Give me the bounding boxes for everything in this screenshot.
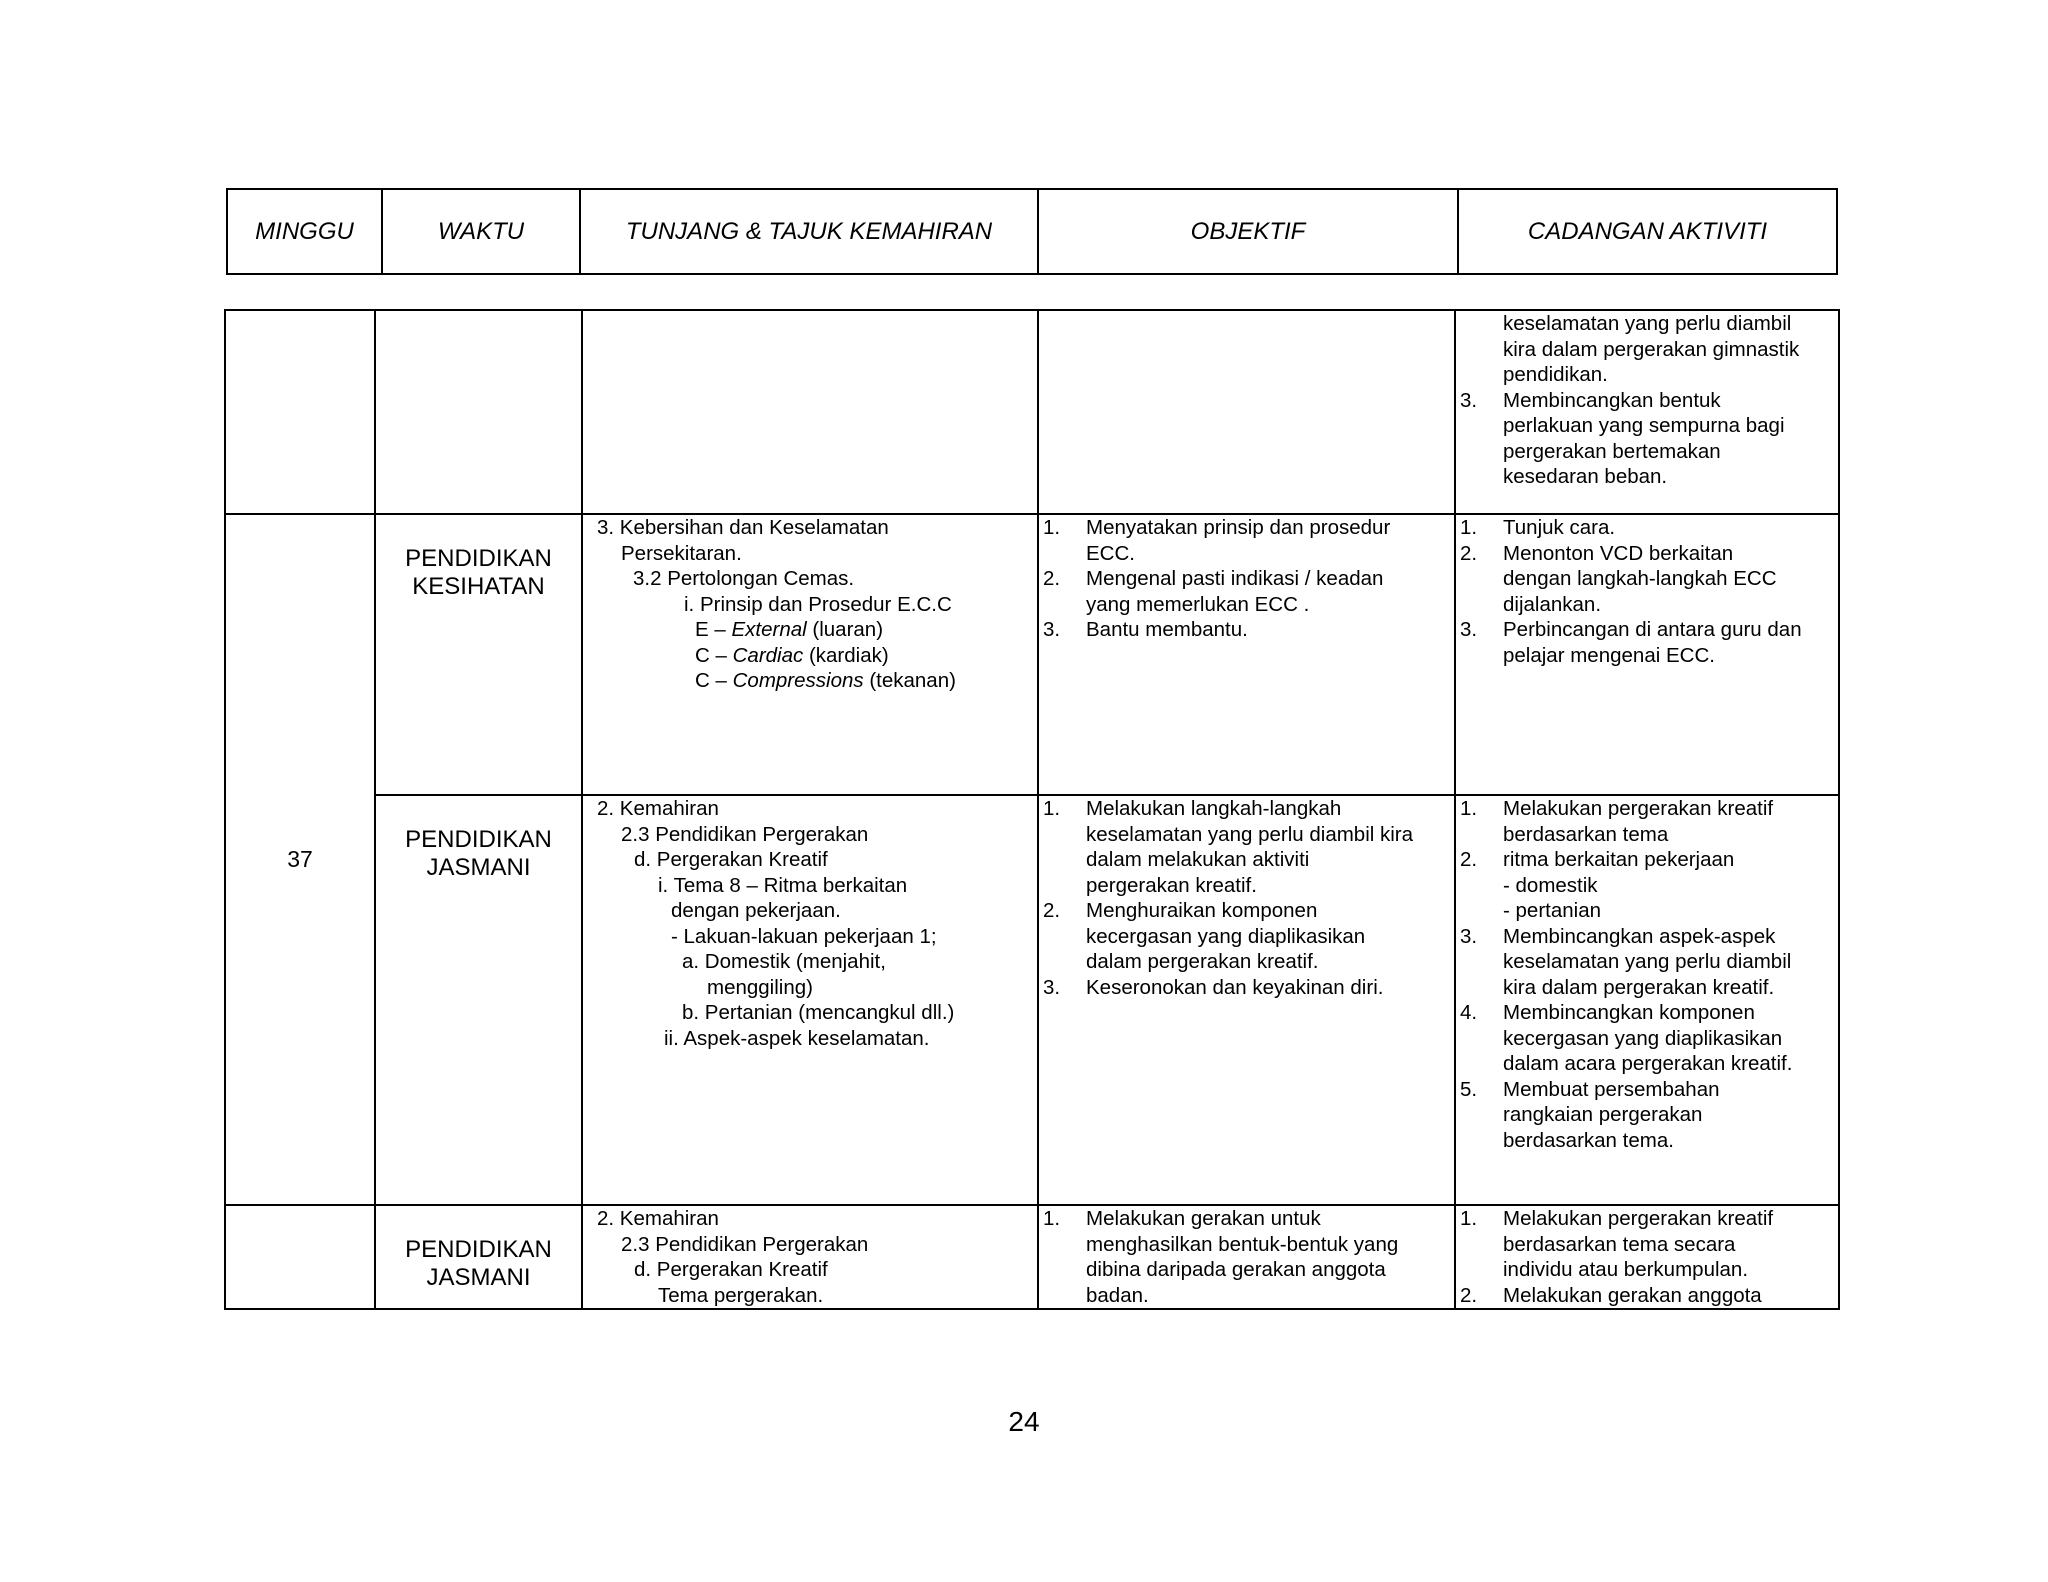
header-tunjang: TUNJANG & TAJUK KEMAHIRAN [580,189,1038,274]
list-line: Menghuraikan komponen [1086,899,1318,922]
tunjang-line: - Lakuan-lakuan pekerjaan 1; [671,924,937,948]
tunjang-line: 3.2 Pertolongan Cemas. [633,567,855,590]
objektif-cell [1038,310,1455,514]
list-line: berdasarkan tema [1503,822,1669,846]
objektif-list [1039,515,1454,643]
header-objektif: OBJEKTIF [1038,189,1458,274]
tunjang-line: 2. Kemahiran [597,797,719,820]
list-line: badan. [1086,1283,1149,1307]
list-line: Menyatakan prinsip dan prosedur [1086,516,1391,539]
list-line: Melakukan gerakan untuk [1086,1207,1321,1230]
list-number: 1. [1460,1207,1478,1230]
list-item [1456,1206,1838,1283]
table-row [225,310,1839,514]
tunjang-cell [582,1205,1038,1309]
tunjang-line: 2. Kemahiran [597,1207,719,1230]
tunjang-line: Tema pergerakan. [658,1283,824,1307]
tunjang-line: E – External (luaran) [695,618,884,641]
list-number: 1. [1460,797,1478,820]
aktiviti-cell [1455,310,1839,514]
list-number: 5. [1460,1077,1478,1101]
list-item [1456,311,1838,388]
tunjang-line: d. Pergerakan Kreatif [634,1258,828,1281]
waktu-label: JASMANI [426,1264,531,1291]
list-line: dibina daripada gerakan anggota [1086,1258,1386,1281]
tunjang-line: d. Pergerakan Kreatif [634,848,828,871]
list-item [1456,847,1838,924]
tunjang-line: i. Prinsip dan Prosedur E.C.C [684,592,952,616]
list-number: 2. [1043,899,1061,922]
list-line: kira dalam pergerakan gimnastik [1503,337,1800,361]
list-item [1456,1077,1838,1154]
list-line: berdasarkan tema secara [1503,1232,1736,1256]
list-line: Tunjuk cara. [1503,516,1616,539]
objektif-cell [1038,514,1455,795]
list-item [1039,796,1454,898]
waktu-cell [375,1205,582,1309]
list-line: pelajar mengenai ECC. [1503,643,1715,667]
list-line: Melakukan langkah-langkah [1086,797,1342,820]
tunjang-cell [582,514,1038,795]
tunjang-line: C – Cardiac (kardiak) [695,643,889,667]
aktiviti-cell [1455,795,1839,1205]
tunjang-line: menggiling) [707,975,813,999]
tunjang-line: 2.3 Pendidikan Pergerakan [621,1232,869,1256]
list-line: pergerakan bertemakan [1503,439,1721,463]
list-line: Keseronokan dan keyakinan diri. [1086,975,1384,999]
list-number: 3. [1460,388,1478,412]
list-item [1039,515,1454,566]
list-number: 2. [1460,541,1478,565]
list-line: Membincangkan komponen [1503,1001,1755,1024]
table-row [225,514,1839,795]
waktu-label: KESIHATAN [412,573,545,600]
list-line: dijalankan. [1503,592,1602,616]
list-number: 1. [1043,516,1061,539]
tunjang-line: dengan pekerjaan. [671,899,841,922]
tunjang-cell [582,310,1038,514]
list-line: dengan langkah-langkah ECC [1503,567,1777,590]
header-waktu: WAKTU [382,189,580,274]
waktu-cell [375,514,582,795]
week-number: 37 [225,514,375,1205]
list-line: dalam melakukan aktiviti [1086,848,1310,871]
list-item [1456,617,1838,668]
list-line: perlakuan yang sempurna bagi [1503,414,1785,437]
objektif-cell [1038,1205,1455,1309]
list-item [1039,617,1454,643]
minggu-cell [225,310,375,514]
list-number: 2. [1043,567,1061,590]
list-number: 3. [1043,975,1061,999]
list-line: Mengenal pasti indikasi / keadan [1086,567,1384,590]
list-line: - domestik [1503,873,1598,897]
list-line: Perbincangan di antara guru dan [1503,618,1802,641]
list-item [1039,975,1454,1001]
waktu-label: PENDIDIKAN [405,545,552,572]
list-item [1039,898,1454,975]
minggu-cell [225,1205,375,1309]
list-number: 3. [1460,618,1478,641]
list-line: individu atau berkumpulan. [1503,1258,1749,1281]
list-line: dalam acara pergerakan kreatif. [1503,1052,1793,1075]
aktiviti-list [1456,1206,1838,1308]
list-line: keselamatan yang perlu diambil [1503,312,1792,335]
tunjang-line: ii. Aspek-aspek keselamatan. [664,1026,930,1050]
list-line: menghasilkan bentuk-bentuk yang [1086,1232,1399,1256]
tunjang-line: i. Tema 8 – Ritma berkaitan [658,873,908,897]
aktiviti-list [1456,796,1838,1153]
tunjang-line: a. Domestik (menjahit, [682,950,886,973]
list-number: 1. [1043,797,1061,820]
list-number: 1. [1460,516,1478,539]
waktu-cell [375,310,582,514]
list-line: kira dalam pergerakan kreatif. [1503,975,1775,999]
list-item [1456,1000,1838,1077]
table-row [225,1205,1839,1309]
list-number: 3. [1460,924,1478,948]
list-item [1456,924,1838,1001]
list-number: 1. [1043,1207,1061,1230]
list-item [1456,796,1838,847]
header-table [226,188,1838,275]
aktiviti-cell [1455,514,1839,795]
tunjang-line: b. Pertanian (mencangkul dll.) [682,1001,955,1024]
tunjang-line: 3. Kebersihan dan Keselamatan [597,516,889,539]
list-item [1456,388,1838,490]
list-item [1456,515,1838,541]
list-item [1039,1206,1454,1308]
list-line: keselamatan yang perlu diambil kira [1086,822,1414,846]
tunjang-line: 2.3 Pendidikan Pergerakan [621,822,869,846]
page-number: 24 [1008,1406,1040,1437]
tunjang-line: C – Compressions (tekanan) [695,669,956,692]
list-number: 3. [1043,618,1061,641]
objektif-list [1039,1206,1454,1308]
list-line: berdasarkan tema. [1503,1128,1674,1152]
list-line: ECC. [1086,541,1135,565]
header-aktiviti: CADANGAN AKTIVITI [1458,189,1837,274]
list-line: Membincangkan aspek-aspek [1503,924,1776,948]
list-line: ritma berkaitan pekerjaan [1503,848,1735,871]
list-line: dalam pergerakan kreatif. [1086,950,1319,973]
aktiviti-cell [1455,1205,1839,1309]
list-line: pergerakan kreatif. [1086,873,1257,897]
tunjang-cell [582,795,1038,1205]
header-minggu: MINGGU [227,189,382,274]
aktiviti-list [1456,515,1838,668]
list-line: Melakukan pergerakan kreatif [1503,797,1774,820]
table-row [225,795,1839,1205]
list-line: Menonton VCD berkaitan [1503,541,1734,565]
list-item [1039,566,1454,617]
list-number: 2. [1460,848,1478,871]
list-item [1456,1283,1838,1309]
list-line: Melakukan gerakan anggota [1503,1283,1762,1307]
list-line: yang memerlukan ECC . [1086,592,1310,616]
waktu-cell [375,795,582,1205]
tunjang-line: Persekitaran. [621,541,742,565]
list-item [1456,541,1838,618]
list-line: Membuat persembahan [1503,1077,1720,1101]
waktu-label: PENDIDIKAN [405,1236,552,1263]
lesson-table [224,309,1840,1310]
list-line: Bantu membantu. [1086,618,1248,641]
aktiviti-list [1456,311,1838,490]
list-line: kecergasan yang diaplikasikan [1503,1026,1783,1050]
list-line: kecergasan yang diaplikasikan [1086,924,1366,948]
list-line: - pertanian [1503,899,1602,922]
list-line: rangkaian pergerakan [1503,1103,1703,1126]
list-line: kesedaran beban. [1503,465,1668,488]
list-line: Melakukan pergerakan kreatif [1503,1207,1774,1230]
waktu-label: PENDIDIKAN [405,826,552,853]
list-line: pendidikan. [1503,363,1608,386]
list-number: 2. [1460,1283,1478,1307]
waktu-label: JASMANI [426,854,531,881]
objektif-cell [1038,795,1455,1205]
list-line: Membincangkan bentuk [1503,388,1721,412]
list-line: keselamatan yang perlu diambil [1503,950,1792,973]
objektif-list [1039,796,1454,1000]
list-number: 4. [1460,1001,1478,1024]
